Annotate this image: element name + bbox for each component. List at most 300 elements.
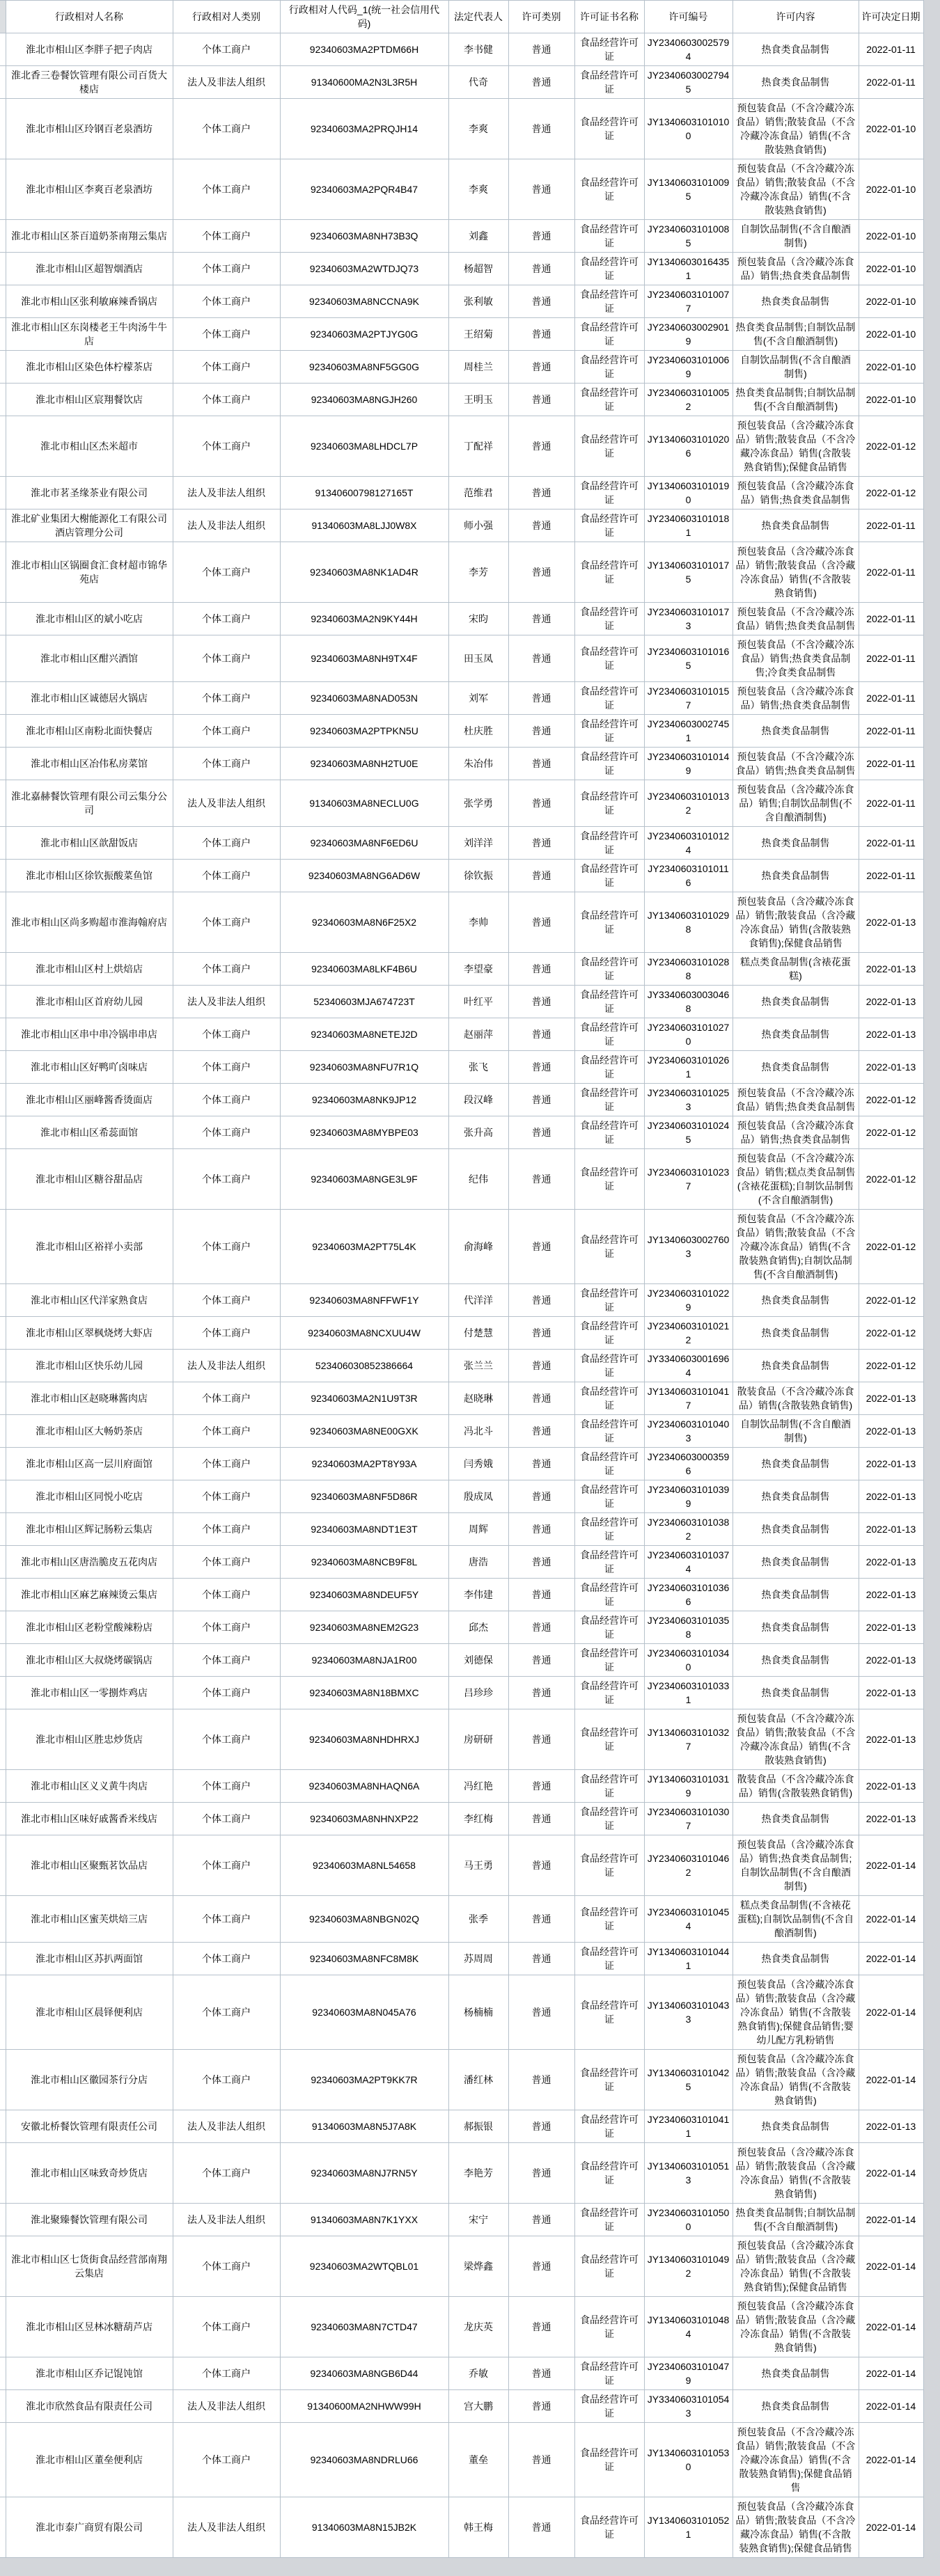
cell-cert_name: 食品经营许可证: [574, 892, 644, 953]
cell-legal_rep: 朱冶伟: [448, 748, 508, 780]
cell-cert_name: 食品经营许可证: [574, 1770, 644, 1803]
table-row: [0, 1896, 923, 1943]
cell-license_type: 普通: [508, 1611, 574, 1644]
table-row: [0, 351, 923, 384]
cell-date: 2022-01-13: [859, 1709, 923, 1770]
cell-legal_rep: 李艳芳: [448, 2143, 508, 2204]
cell-name: 淮北市相山区裕祥小卖部: [6, 1210, 173, 1284]
header-col-cert-name: 许可证书名称: [574, 1, 644, 33]
cell-credit_code: 92340603MA2WTQBL01: [280, 2236, 448, 2297]
cell-content: 热食类食品制售: [733, 827, 859, 860]
cell-credit_code: 92340603MA8NFU7R1Q: [280, 1051, 448, 1084]
cell-license_no: JY13406031010327: [644, 1709, 733, 1770]
cell-credit_code: 92340603MA2PQR4B47: [280, 159, 448, 220]
cell-content: 热食类食品制售: [733, 986, 859, 1018]
cell-content: 预包装食品（含冷藏冷冻食品）销售;散装食品（含冷藏冷冻食品）销售(不含散装熟食销售);保健食品销售;婴幼儿配方乳粉销售: [733, 1975, 859, 2050]
cell-license_no: JY23406031010270: [644, 1018, 733, 1051]
cell-credit_code: 92340603MA8NHAQN6A: [280, 1770, 448, 1803]
cell-legal_rep: 马王勇: [448, 1835, 508, 1896]
cell-legal_rep: 房研研: [448, 1709, 508, 1770]
table-row: [0, 2204, 923, 2236]
row-gutter: [0, 1513, 6, 1546]
cell-legal_rep: 邱杰: [448, 1611, 508, 1644]
cell-content: 热食类食品制售;自制饮品制售(不含自酿酒制售): [733, 318, 859, 351]
cell-cert_name: 食品经营许可证: [574, 1513, 644, 1546]
cell-license_type: 普通: [508, 1018, 574, 1051]
header-col-content: 许可内容: [733, 1, 859, 33]
table-row: [0, 1317, 923, 1350]
row-gutter: [0, 1943, 6, 1975]
cell-credit_code: 91340603MA8N5J7A8K: [280, 2110, 448, 2143]
cell-date: 2022-01-14: [859, 2497, 923, 2558]
cell-cert_name: 食品经营许可证: [574, 66, 644, 99]
cell-cert_name: 食品经营许可证: [574, 827, 644, 860]
cell-date: 2022-01-13: [859, 1415, 923, 1448]
cell-category: 个体工商户: [173, 318, 280, 351]
cell-credit_code: 92340603MA8NDRLU66: [280, 2423, 448, 2497]
cell-date: 2022-01-13: [859, 986, 923, 1018]
cell-date: 2022-01-11: [859, 827, 923, 860]
cell-license_no: JY23406030027451: [644, 715, 733, 748]
row-gutter: [0, 2423, 6, 2497]
cell-name: 淮北市相山区首府幼儿园: [6, 986, 173, 1018]
row-gutter: [0, 1415, 6, 1448]
cell-license_type: 普通: [508, 1835, 574, 1896]
cell-date: 2022-01-12: [859, 1317, 923, 1350]
cell-legal_rep: 宫大鹏: [448, 2390, 508, 2423]
cell-name: 淮北市相山区串中串冷锅串串店: [6, 1018, 173, 1051]
cell-date: 2022-01-14: [859, 2297, 923, 2357]
cell-legal_rep: 李红梅: [448, 1803, 508, 1835]
cell-legal_rep: 王绍菊: [448, 318, 508, 351]
cell-legal_rep: 张兰兰: [448, 1350, 508, 1382]
table-row: [0, 477, 923, 509]
table-row: [0, 416, 923, 477]
cell-legal_rep: 吕珍珍: [448, 1677, 508, 1709]
cell-legal_rep: 李书健: [448, 33, 508, 66]
cell-cert_name: 食品经营许可证: [574, 509, 644, 542]
cell-date: 2022-01-14: [859, 2143, 923, 2204]
cell-name: 淮北市相山区好鸭吖卤味店: [6, 1051, 173, 1084]
cell-legal_rep: 周桂兰: [448, 351, 508, 384]
cell-credit_code: 92340603MA2N1U9T3R: [280, 1382, 448, 1415]
cell-category: 个体工商户: [173, 1546, 280, 1579]
cell-cert_name: 食品经营许可证: [574, 953, 644, 986]
cell-content: 热食类食品制售;自制饮品制售(不含自酿酒制售): [733, 2204, 859, 2236]
cell-name: 淮北市相山区晨铎便利店: [6, 1975, 173, 2050]
cell-date: 2022-01-13: [859, 1803, 923, 1835]
cell-license_no: JY23406031010399: [644, 1480, 733, 1513]
cell-category: 个体工商户: [173, 715, 280, 748]
cell-legal_rep: 冯红艳: [448, 1770, 508, 1803]
cell-legal_rep: 李爽: [448, 159, 508, 220]
cell-license_type: 普通: [508, 1677, 574, 1709]
cell-license_type: 普通: [508, 2050, 574, 2110]
cell-license_type: 普通: [508, 1480, 574, 1513]
cell-date: 2022-01-13: [859, 1770, 923, 1803]
cell-date: 2022-01-10: [859, 351, 923, 384]
row-gutter: [0, 159, 6, 220]
cell-category: 法人及非法人组织: [173, 1350, 280, 1382]
cell-content: 热食类食品制售: [733, 1018, 859, 1051]
table-row: [0, 986, 923, 1018]
cell-credit_code: 92340603MA2PTJYG0G: [280, 318, 448, 351]
cell-cert_name: 食品经营许可证: [574, 1382, 644, 1415]
table-row: [0, 1284, 923, 1317]
cell-license_no: JY23406031010124: [644, 827, 733, 860]
cell-license_no: JY23406031010288: [644, 953, 733, 986]
cell-name: 淮北市相山区张利敏麻辣香锅店: [6, 285, 173, 318]
cell-license_type: 普通: [508, 2204, 574, 2236]
row-gutter: [0, 1677, 6, 1709]
cell-date: 2022-01-11: [859, 603, 923, 635]
cell-category: 个体工商户: [173, 953, 280, 986]
cell-license_no: JY23406031010261: [644, 1051, 733, 1084]
cell-category: 个体工商户: [173, 1018, 280, 1051]
cell-license_type: 普通: [508, 1116, 574, 1149]
cell-date: 2022-01-14: [859, 2390, 923, 2423]
cell-date: 2022-01-11: [859, 542, 923, 603]
cell-license_no: JY13406031010095: [644, 159, 733, 220]
row-gutter: [0, 1975, 6, 2050]
cell-credit_code: 92340603MA8NJA1R00: [280, 1644, 448, 1677]
cell-license_no: JY13406031010319: [644, 1770, 733, 1803]
row-gutter: [0, 635, 6, 682]
cell-license_type: 普通: [508, 509, 574, 542]
cell-license_type: 普通: [508, 416, 574, 477]
cell-credit_code: 92340603MA8NK1AD4R: [280, 542, 448, 603]
cell-license_no: JY13406031010441: [644, 1943, 733, 1975]
table-row: [0, 2390, 923, 2423]
cell-legal_rep: 宋宁: [448, 2204, 508, 2236]
cell-credit_code: 92340603MA2PRQJH14: [280, 99, 448, 159]
row-gutter: [0, 509, 6, 542]
cell-category: 个体工商户: [173, 1210, 280, 1284]
cell-license_type: 普通: [508, 2236, 574, 2297]
cell-name: 淮北市相山区锅圈食汇食材超市锦华苑店: [6, 542, 173, 603]
cell-content: 预包装食品（含冷藏冷冻食品）销售;热食类食品制售: [733, 682, 859, 715]
cell-name: 淮北市相山区苏扒两面馆: [6, 1943, 173, 1975]
cell-date: 2022-01-13: [859, 1644, 923, 1677]
cell-cert_name: 食品经营许可证: [574, 2110, 644, 2143]
cell-cert_name: 食品经营许可证: [574, 1210, 644, 1284]
cell-category: 个体工商户: [173, 159, 280, 220]
cell-legal_rep: 梁烨鑫: [448, 2236, 508, 2297]
cell-license_type: 普通: [508, 1382, 574, 1415]
cell-name: 淮北市相山区尚多购超市淮海翰府店: [6, 892, 173, 953]
row-gutter: [0, 827, 6, 860]
cell-name: 淮北市相山区高一层川府面馆: [6, 1448, 173, 1480]
table-row: [0, 285, 923, 318]
cell-license_type: 普通: [508, 253, 574, 285]
cell-name: 淮北市相山区村上烘焙店: [6, 953, 173, 986]
row-gutter: [0, 33, 6, 66]
cell-credit_code: 92340603MA8NF5GG0G: [280, 351, 448, 384]
row-gutter: [0, 1611, 6, 1644]
cell-content: 热食类食品制售: [733, 715, 859, 748]
cell-content: 糕点类食品制售(含裱花蛋糕): [733, 953, 859, 986]
cell-license_type: 普通: [508, 285, 574, 318]
cell-credit_code: 92340603MA8LHDCL7P: [280, 416, 448, 477]
cell-license_type: 普通: [508, 384, 574, 416]
cell-date: 2022-01-11: [859, 509, 923, 542]
cell-category: 个体工商户: [173, 2050, 280, 2110]
cell-name: 淮北市相山区麻艺麻辣烫云集店: [6, 1579, 173, 1611]
cell-content: 热食类食品制售: [733, 1644, 859, 1677]
cell-cert_name: 食品经营许可证: [574, 1835, 644, 1896]
cell-name: 淮北市相山区东岗楼老王牛肉汤牛牛店: [6, 318, 173, 351]
cell-credit_code: 92340603MA8NCB9F8L: [280, 1546, 448, 1579]
cell-legal_rep: 张季: [448, 1896, 508, 1943]
cell-date: 2022-01-14: [859, 1835, 923, 1896]
cell-license_type: 普通: [508, 748, 574, 780]
cell-content: 热食类食品制售: [733, 509, 859, 542]
cell-license_no: JY23406031010500: [644, 2204, 733, 2236]
cell-cert_name: 食品经营许可证: [574, 1116, 644, 1149]
cell-date: 2022-01-13: [859, 1677, 923, 1709]
cell-cert_name: 食品经营许可证: [574, 33, 644, 66]
cell-cert_name: 食品经营许可证: [574, 1480, 644, 1513]
cell-content: 散装食品（不含冷藏冷冻食品）销售(含散装熟食销售): [733, 1770, 859, 1803]
cell-legal_rep: 张学勇: [448, 780, 508, 827]
header-col-credit-code: 行政相对人代码_1(统一社会信用代码): [280, 1, 448, 33]
cell-license_type: 普通: [508, 477, 574, 509]
cell-category: 个体工商户: [173, 1677, 280, 1709]
cell-legal_rep: 王明玉: [448, 384, 508, 416]
table-row: [0, 1709, 923, 1770]
cell-license_type: 普通: [508, 1210, 574, 1284]
cell-legal_rep: 刘德保: [448, 1644, 508, 1677]
cell-name: 淮北市相山区老粉堂酸辣粉店: [6, 1611, 173, 1644]
cell-credit_code: 92340603MA8NAD053N: [280, 682, 448, 715]
row-gutter: [0, 1018, 6, 1051]
cell-license_no: JY23406031010149: [644, 748, 733, 780]
row-gutter: [0, 1051, 6, 1084]
cell-category: 个体工商户: [173, 1644, 280, 1677]
cell-content: 热食类食品制售: [733, 33, 859, 66]
cell-content: 热食类食品制售: [733, 2357, 859, 2390]
cell-cert_name: 食品经营许可证: [574, 1546, 644, 1579]
table-row: [0, 892, 923, 953]
cell-license_type: 普通: [508, 1448, 574, 1480]
cell-date: 2022-01-10: [859, 318, 923, 351]
cell-category: 个体工商户: [173, 860, 280, 892]
cell-content: 预包装食品（不含冷藏冷冻食品）销售;散装食品（不含冷藏冷冻食品）销售(不含散装熟食销售);自制饮品制售(不含自酿酒制售): [733, 1210, 859, 1284]
table-row: [0, 1975, 923, 2050]
table-row: [0, 2497, 923, 2558]
cell-category: 个体工商户: [173, 682, 280, 715]
table-row: [0, 1382, 923, 1415]
cell-credit_code: 92340603MA8NFFWF1Y: [280, 1284, 448, 1317]
cell-name: 淮北市相山区乔记馄饨馆: [6, 2357, 173, 2390]
table-row: [0, 33, 923, 66]
cell-cert_name: 食品经营许可证: [574, 2050, 644, 2110]
cell-date: 2022-01-13: [859, 953, 923, 986]
cell-category: 个体工商户: [173, 1513, 280, 1546]
table-row: [0, 1644, 923, 1677]
cell-name: 淮北市相山区超智烟酒店: [6, 253, 173, 285]
cell-category: 个体工商户: [173, 1284, 280, 1317]
cell-legal_rep: 段汉峰: [448, 1084, 508, 1116]
cell-name: 淮北市相山区徐钦振酸菜鱼馆: [6, 860, 173, 892]
cell-date: 2022-01-14: [859, 2204, 923, 2236]
cell-license_no: JY23406031010331: [644, 1677, 733, 1709]
cell-cert_name: 食品经营许可证: [574, 1317, 644, 1350]
cell-date: 2022-01-10: [859, 220, 923, 253]
cell-date: 2022-01-10: [859, 253, 923, 285]
cell-license_no: JY13406031010100: [644, 99, 733, 159]
cell-name: 淮北市相山区徽园茶行分店: [6, 2050, 173, 2110]
cell-credit_code: 92340603MA8NE00GXK: [280, 1415, 448, 1448]
cell-category: 个体工商户: [173, 2297, 280, 2357]
table-row: [0, 635, 923, 682]
cell-legal_rep: 范维君: [448, 477, 508, 509]
cell-content: 热食类食品制售: [733, 1051, 859, 1084]
row-gutter: [0, 1770, 6, 1803]
cell-license_no: JY23406031010358: [644, 1611, 733, 1644]
cell-cert_name: 食品经营许可证: [574, 603, 644, 635]
table-row: [0, 1448, 923, 1480]
cell-name: 淮北市相山区南粉北面快餐店: [6, 715, 173, 748]
cell-name: 淮北市相山区大叔烧烤碳锅店: [6, 1644, 173, 1677]
cell-category: 个体工商户: [173, 416, 280, 477]
row-gutter: [0, 2143, 6, 2204]
cell-name: 淮北市相山区七货街食品经营部南翔云集店: [6, 2236, 173, 2297]
cell-credit_code: 92340603MA8NF5D86R: [280, 1480, 448, 1513]
cell-license_no: JY23406031010479: [644, 2357, 733, 2390]
cell-credit_code: 92340603MA8NDT1E3T: [280, 1513, 448, 1546]
cell-legal_rep: 赵丽萍: [448, 1018, 508, 1051]
cell-legal_rep: 李爽: [448, 99, 508, 159]
table-row: [0, 1943, 923, 1975]
cell-license_type: 普通: [508, 860, 574, 892]
cell-content: 热食类食品制售: [733, 1803, 859, 1835]
cell-category: 个体工商户: [173, 99, 280, 159]
cell-license_no: JY23406030025794: [644, 33, 733, 66]
cell-legal_rep: 付楚慧: [448, 1317, 508, 1350]
cell-content: 预包装食品（不含冷藏冷冻食品）销售;糕点类食品制售(含裱花蛋糕);自制饮品制售(不含自酿酒制售): [733, 1149, 859, 1210]
cell-cert_name: 食品经营许可证: [574, 1051, 644, 1084]
cell-name: 淮北市相山区味致奇炒货店: [6, 2143, 173, 2204]
cell-category: 个体工商户: [173, 1975, 280, 2050]
cell-license_no: JY23406031010382: [644, 1513, 733, 1546]
row-gutter: [0, 780, 6, 827]
canvas-below-table: [0, 2558, 940, 2576]
table-row: [0, 1210, 923, 1284]
row-gutter: [0, 2204, 6, 2236]
cell-cert_name: 食品经营许可证: [574, 2236, 644, 2297]
cell-license_no: JY23406031010253: [644, 1084, 733, 1116]
cell-license_no: JY23406031010374: [644, 1546, 733, 1579]
header-col-category: 行政相对人类别: [173, 1, 280, 33]
table-row: [0, 1084, 923, 1116]
cell-name: 淮北香三卷餐饮管理有限公司百货大楼店: [6, 66, 173, 99]
row-gutter: [0, 99, 6, 159]
cell-category: 法人及非法人组织: [173, 66, 280, 99]
row-gutter: [0, 253, 6, 285]
cell-name: 淮北市相山区冶伟私房菜馆: [6, 748, 173, 780]
cell-category: 法人及非法人组织: [173, 2497, 280, 2558]
cell-credit_code: 92340603MA8NGJH260: [280, 384, 448, 416]
cell-credit_code: 91340600798127165T: [280, 477, 448, 509]
table-row: [0, 1513, 923, 1546]
cell-license_no: JY23406031010366: [644, 1579, 733, 1611]
cell-cert_name: 食品经营许可证: [574, 1611, 644, 1644]
row-gutter: [0, 2390, 6, 2423]
cell-content: 预包装食品（含冷藏冷冻食品）销售;散装食品（含冷藏冷冻食品）销售(不含散装熟食销售): [733, 542, 859, 603]
cell-credit_code: 92340603MA8NFC8M8K: [280, 1943, 448, 1975]
cell-legal_rep: 刘鑫: [448, 220, 508, 253]
cell-cert_name: 食品经营许可证: [574, 715, 644, 748]
cell-credit_code: 92340603MA8NH9TX4F: [280, 635, 448, 682]
cell-credit_code: 92340603MA2PT9KK7R: [280, 2050, 448, 2110]
cell-license_type: 普通: [508, 1513, 574, 1546]
cell-license_type: 普通: [508, 66, 574, 99]
cell-legal_rep: 唐浩: [448, 1546, 508, 1579]
cell-legal_rep: 宋昀: [448, 603, 508, 635]
table-row: [0, 1770, 923, 1803]
cell-cert_name: 食品经营许可证: [574, 1579, 644, 1611]
cell-name: 淮北市相山区大畅奶茶店: [6, 1415, 173, 1448]
cell-content: 热食类食品制售: [733, 1579, 859, 1611]
cell-category: 个体工商户: [173, 253, 280, 285]
table-header: [0, 1, 923, 33]
cell-credit_code: 92340603MA8NJ7RN5Y: [280, 2143, 448, 2204]
cell-license_no: JY13406031010190: [644, 477, 733, 509]
row-gutter: [0, 953, 6, 986]
cell-category: 个体工商户: [173, 1803, 280, 1835]
cell-legal_rep: 张利敏: [448, 285, 508, 318]
table-row: [0, 1803, 923, 1835]
cell-legal_rep: 龙庆英: [448, 2297, 508, 2357]
cell-date: 2022-01-14: [859, 2423, 923, 2497]
cell-name: 淮北市相山区昱林冰糖葫芦店: [6, 2297, 173, 2357]
table-row: [0, 748, 923, 780]
cell-license_type: 普通: [508, 318, 574, 351]
cell-content: 热食类食品制售: [733, 1943, 859, 1975]
cell-credit_code: 92340603MA8MYBPE03: [280, 1116, 448, 1149]
cell-credit_code: 92340603MA8NF6ED6U: [280, 827, 448, 860]
cell-category: 法人及非法人组织: [173, 2110, 280, 2143]
row-gutter: [0, 1210, 6, 1284]
cell-category: 个体工商户: [173, 1943, 280, 1975]
cell-category: 个体工商户: [173, 1770, 280, 1803]
cell-cert_name: 食品经营许可证: [574, 285, 644, 318]
cell-license_type: 普通: [508, 220, 574, 253]
cell-license_no: JY23406031010173: [644, 603, 733, 635]
row-gutter: [0, 66, 6, 99]
cell-name: 淮北市相山区胜忠炒货店: [6, 1709, 173, 1770]
cell-credit_code: 92340603MA8NDEUF5Y: [280, 1579, 448, 1611]
cell-name: 淮北市相山区赵晓琳酱肉店: [6, 1382, 173, 1415]
cell-date: 2022-01-12: [859, 416, 923, 477]
table-row: [0, 1415, 923, 1448]
cell-cert_name: 食品经营许可证: [574, 2297, 644, 2357]
cell-content: 热食类食品制售: [733, 2110, 859, 2143]
cell-content: 预包装食品（不含冷藏冷冻食品）销售;散装食品（不含冷藏冷冻食品）销售(不含散装熟食销售): [733, 99, 859, 159]
cell-license_no: JY23406031010157: [644, 682, 733, 715]
cell-date: 2022-01-11: [859, 682, 923, 715]
table-row: [0, 780, 923, 827]
cell-license_type: 普通: [508, 1709, 574, 1770]
cell-license_no: JY23406031010411: [644, 2110, 733, 2143]
cell-license_no: JY23406031010307: [644, 1803, 733, 1835]
table-row: [0, 1835, 923, 1896]
table-row: [0, 542, 923, 603]
cell-name: 淮北市相山区玲钢百老泉酒坊: [6, 99, 173, 159]
cell-content: 预包装食品（含冷藏冷冻食品）销售;散装食品（含冷藏冷冻食品）销售(不含散装熟食销售);保健食品销售: [733, 2236, 859, 2297]
cell-name: 淮北市相山区蜜芙烘焙三店: [6, 1896, 173, 1943]
